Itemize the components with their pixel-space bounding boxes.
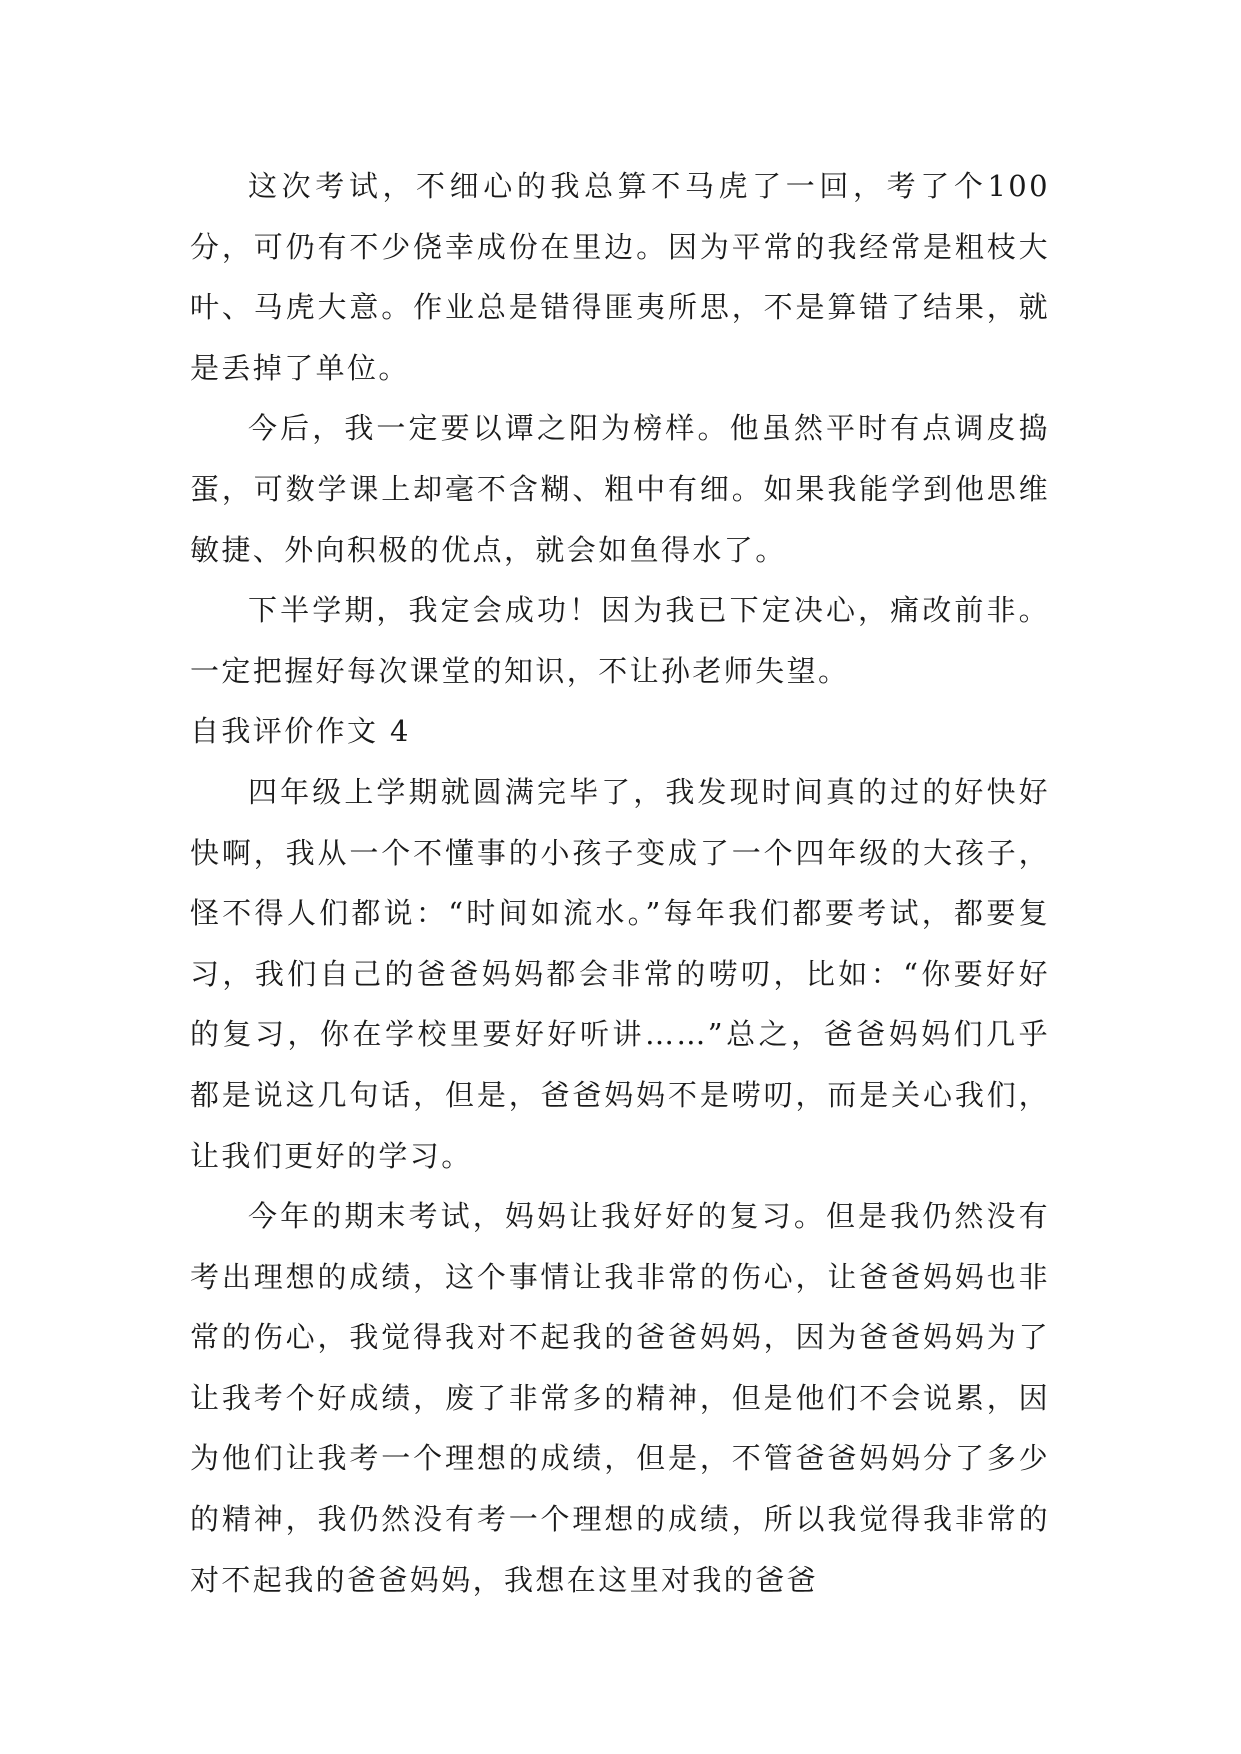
paragraph-final-exam: 今年的期末考试，妈妈让我好好的复习。但是我仍然没有考出理想的成绩，这个事情让我非常的伤心，让爸爸妈妈也非常的伤心，我觉得我对不起我的爸爸妈妈，因为爸爸妈妈为了让我考个好成绩，废了非常多的精神，但是他们不会说累，因为他们让我考一个理想的成绩，但是，不管爸爸妈妈分了多少的精神，我仍然没有考一个理想的成绩，所以我觉得我非常的对不起我的爸爸妈妈，我想在这里对我的爸爸 xyxy=(190,1199,1050,1597)
paragraph-determination: 下半学期，我定会成功！因为我已下定决心，痛改前非。一定把握好每次课堂的知识，不让孙老师失望。 xyxy=(190,593,1050,688)
document-page xyxy=(190,156,1050,1610)
paragraph-fourth-grade: 四年级上学期就圆满完毕了，我发现时间真的过的好快好快啊，我从一个不懂事的小孩子变成了一个四年级的大孩子，怪不得人们都说：“时间如流水。”每年我们都要考试，都要复习，我们自己的爸爸妈妈都会非常的唠叨，比如：“你要好好的复习，你在学校里要好好听讲……”总之，爸爸妈妈们几乎都是说这几句话，但是，爸爸妈妈不是唠叨，而是关心我们，让我们更好的学习。 xyxy=(190,774,1050,1173)
section-title: 自我评价作文 4 xyxy=(190,714,411,749)
paragraph-role-model: 今后，我一定要以谭之阳为榜样。他虽然平时有点调皮捣蛋，可数学课上却毫不含糊、粗中有细。如果我能学到他思维敏捷、外向积极的优点，就会如鱼得水了。 xyxy=(190,411,1050,567)
paragraph-exam-result: 这次考试，不细心的我总算不马虎了一回，考了个100分，可仍有不少侥幸成份在里边。因为平常的我经常是粗枝大叶、马虎大意。作业总是错得匪夷所思，不是算错了结果，就是丢掉了单位。 xyxy=(190,169,1050,385)
